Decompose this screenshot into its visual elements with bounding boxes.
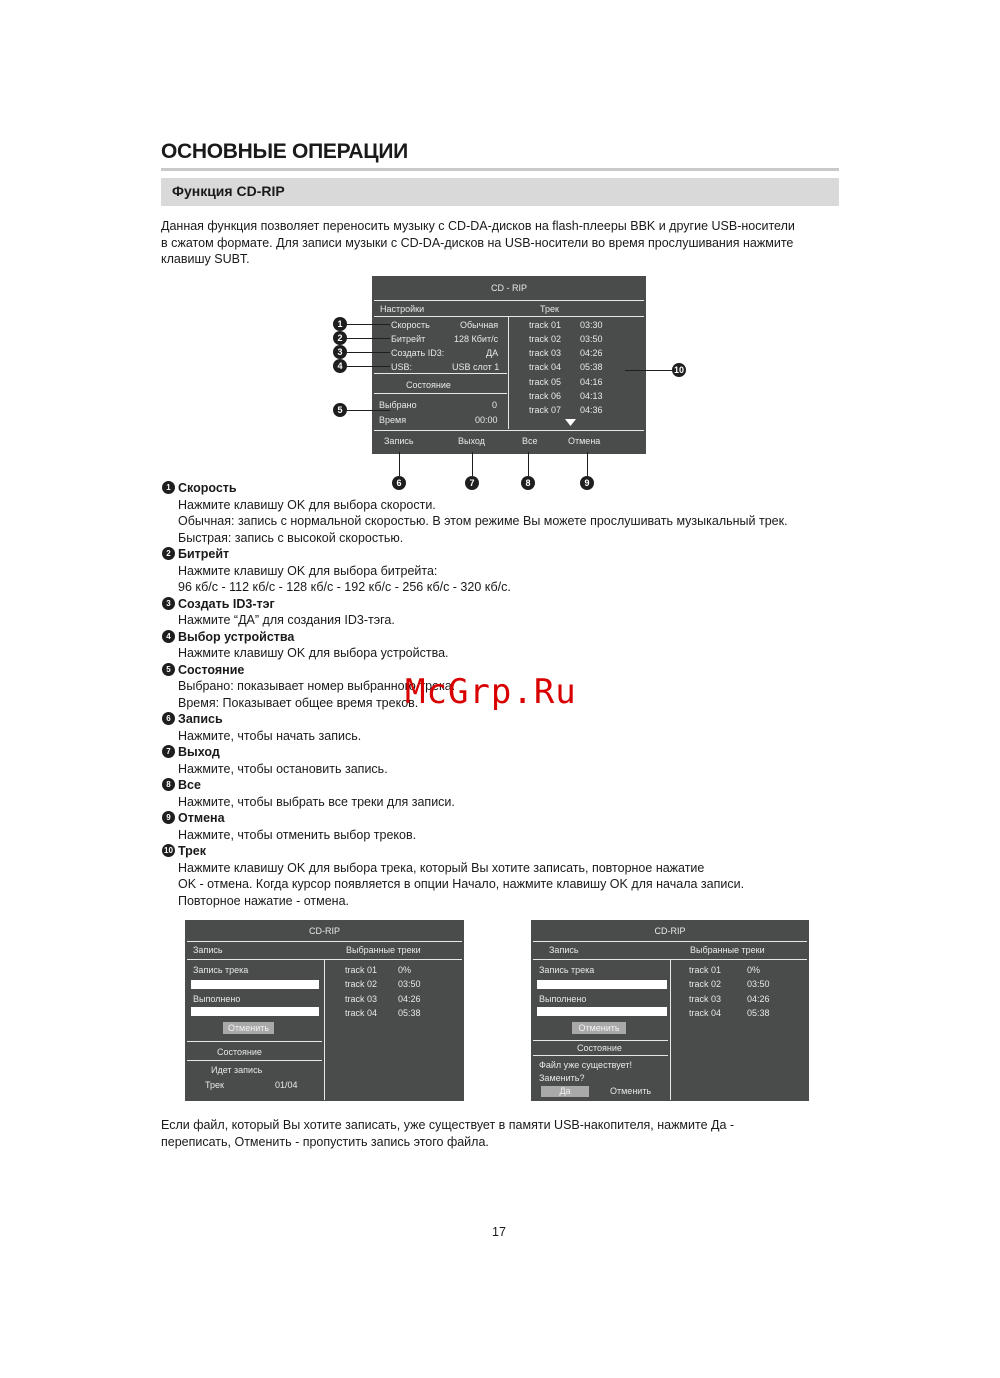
- selected-track: track 02: [345, 979, 378, 989]
- track-time: 04:13: [580, 391, 603, 401]
- item-body: Нажмите клавишу OK для выбора битрейта: 96 кб/с - 112 кб/с - 128 кб/с - 192 кб/с - 256 кб/с - 320 кб/с.: [178, 563, 511, 594]
- setting-usb-label[interactable]: USB:: [391, 362, 413, 372]
- item-heading: 4 Выбор устройства: [161, 629, 841, 646]
- record-button[interactable]: Запись: [384, 436, 414, 446]
- setting-speed-value: Обычная: [460, 320, 499, 330]
- cancel-button[interactable]: Отмена: [568, 436, 601, 446]
- item-heading: 2 Битрейт: [161, 546, 841, 563]
- intro-line: Данная функция позволяет переносить музыку с CD-DA-дисков на flash-плееры BBK и другие USB-носители: [161, 219, 795, 233]
- callout-4: 4: [333, 359, 347, 373]
- selected-track: track 01: [689, 965, 722, 975]
- item-body: Нажмите, чтобы отменить выбор треков.: [178, 827, 417, 842]
- item-body: Нажмите, чтобы выбрать все треки для записи.: [178, 794, 455, 809]
- track-item[interactable]: track 01: [529, 320, 562, 330]
- done-label: Выполнено: [539, 994, 587, 1004]
- setting-usb-value: USB слот 1: [452, 362, 500, 372]
- intro-line: клавишу SUBT.: [161, 252, 250, 266]
- record-progress-bar: [191, 980, 319, 989]
- item-heading: 8 Все: [161, 777, 841, 794]
- replace-question: Заменить?: [539, 1073, 585, 1083]
- track-time: 03:30: [580, 320, 603, 330]
- track-time: 04:26: [747, 994, 770, 1004]
- selected-track: track 03: [689, 994, 722, 1004]
- callout-3: 3: [333, 345, 347, 359]
- track-time: 03:50: [747, 979, 770, 989]
- record-track-label: Запись трека: [539, 965, 595, 975]
- track-counter: 01/04: [275, 1080, 298, 1090]
- recording-screen: [185, 920, 464, 1101]
- selected-tracks-header: Выбранные треки: [690, 945, 765, 955]
- status-selected-label: Выбрано: [379, 400, 417, 410]
- item-heading: 5 Состояние: [161, 662, 841, 679]
- item-body: Нажмите, чтобы начать запись.: [178, 728, 362, 743]
- screen-title: CD-RIP: [654, 926, 686, 936]
- selected-track: track 04: [345, 1008, 378, 1018]
- status-time-value: 00:00: [475, 415, 498, 425]
- watermark: McGrp.Ru: [405, 672, 577, 712]
- cd-rip-main-screen: [372, 276, 646, 454]
- track-item[interactable]: track 02: [529, 334, 562, 344]
- done-label: Выполнено: [193, 994, 241, 1004]
- page-title: ОСНОВНЫЕ ОПЕРАЦИИ: [161, 140, 408, 163]
- item-heading: 10 Трек: [161, 843, 841, 860]
- record-progress-bar: [537, 980, 667, 989]
- callout-7: 7: [465, 476, 479, 490]
- selected-track: track 01: [345, 965, 378, 975]
- footer-line: Если файл, который Вы хотите записать, уже существует в памяти USB-накопителя, нажмите Да -: [161, 1118, 735, 1132]
- screen-title: CD-RIP: [309, 926, 340, 936]
- record-header: Запись: [193, 945, 223, 955]
- setting-speed-label[interactable]: Скорость: [391, 320, 430, 330]
- footer-line: переписать, Отменить - пропустить запись этого файла.: [161, 1134, 489, 1149]
- track-time: 04:36: [580, 405, 603, 415]
- track-time: 04:26: [398, 994, 421, 1004]
- status-header: Состояние: [217, 1047, 262, 1057]
- status-time-label: Время: [379, 415, 407, 425]
- track-progress: 0%: [398, 965, 412, 975]
- track-progress: 0%: [747, 965, 761, 975]
- track-item[interactable]: track 04: [529, 362, 562, 372]
- track-item[interactable]: track 03: [529, 348, 562, 358]
- item-body: Нажмите “ДА” для создания ID3-тэга.: [178, 613, 395, 627]
- track-label: Трек: [205, 1080, 224, 1090]
- item-heading: 9 Отмена: [161, 810, 841, 827]
- item-body: Нажмите клавишу OK для выбора трека, который Вы хотите записать, повторное нажатие OK - отмена. Когда курсор появляется в опции Начало, нажмите клавишу OK для начала записи. Повторное нажатие - отмена.: [178, 860, 745, 908]
- track-time: 03:50: [398, 979, 421, 989]
- callout-10: 10: [673, 365, 684, 375]
- exit-button[interactable]: Выход: [458, 436, 485, 446]
- item-heading: 3 Создать ID3-тэг: [161, 596, 841, 613]
- track-item[interactable]: track 06: [529, 391, 562, 401]
- item-heading: 6 Запись: [161, 711, 841, 728]
- callout-9: 9: [580, 476, 594, 490]
- setting-id3-value: ДА: [486, 348, 499, 358]
- selected-tracks-header: Выбранные треки: [346, 945, 421, 955]
- file-exists-message: Файл уже существует!: [539, 1060, 632, 1070]
- title-divider: [161, 168, 839, 171]
- section-title: Функция CD-RIP: [172, 183, 285, 199]
- track-time: 05:38: [747, 1008, 770, 1018]
- page-number: 17: [492, 1225, 506, 1239]
- done-progress-bar: [537, 1007, 667, 1016]
- callout-1: 1: [333, 317, 347, 331]
- track-header: Трек: [540, 304, 559, 314]
- selected-track: track 04: [689, 1008, 722, 1018]
- item-body: Нажмите клавишу OK для выбора скорости. Обычная: запись с нормальной скоростью. В этом режиме Вы можете прослушивать музыкальный трек. Быстрая: запись с высокой скоростью.: [178, 497, 788, 545]
- footer-paragraph: [161, 1117, 841, 1150]
- selected-track: track 02: [689, 979, 722, 989]
- intro-line: в сжатом формате. Для записи музыки с CD-DA-дисков на USB-носители во время прослушивания нажмите: [161, 235, 794, 250]
- item-body: Нажмите клавишу OK для выбора устройства.: [178, 646, 449, 660]
- record-header: Запись: [549, 945, 579, 955]
- item-heading: 7 Выход: [161, 744, 841, 761]
- settings-header: Настройки: [380, 304, 425, 314]
- track-time: 03:50: [580, 334, 603, 344]
- yes-button[interactable]: Да: [541, 1086, 589, 1097]
- cancel-button[interactable]: Отменить: [572, 1022, 626, 1034]
- selected-track: track 03: [345, 994, 378, 1004]
- track-time: 04:16: [580, 377, 603, 387]
- recording-status: Идет запись: [211, 1065, 263, 1075]
- scroll-down-icon[interactable]: [565, 419, 576, 426]
- callout-6: 6: [392, 476, 406, 490]
- status-header: Состояние: [406, 380, 451, 390]
- all-button[interactable]: Все: [522, 436, 538, 446]
- cancel-button[interactable]: Отменить: [223, 1022, 274, 1034]
- screen-title: CD - RIP: [491, 283, 527, 293]
- setting-bitrate-value: 128 Кбит/с: [454, 334, 499, 344]
- setting-id3-label[interactable]: Создать ID3:: [391, 348, 445, 358]
- status-selected-value: 0: [492, 400, 498, 410]
- skip-button[interactable]: Отменить: [610, 1086, 652, 1096]
- intro-paragraph: [161, 218, 841, 268]
- item-heading: 1 Скорость: [161, 480, 841, 497]
- callout-5: 5: [333, 403, 347, 417]
- item-body: Выбрано: показывает номер выбранного трека. Время: Показывает общее время треков.: [178, 679, 456, 710]
- file-exists-screen: [531, 920, 809, 1101]
- track-time: 04:26: [580, 348, 603, 358]
- track-item[interactable]: track 07: [529, 405, 562, 415]
- status-header: Состояние: [577, 1043, 622, 1053]
- record-track-label: Запись трека: [193, 965, 249, 975]
- track-time: 05:38: [398, 1008, 421, 1018]
- track-time: 05:38: [580, 362, 603, 372]
- setting-bitrate-label[interactable]: Битрейт: [391, 334, 426, 344]
- item-body: Нажмите, чтобы остановить запись.: [178, 761, 388, 776]
- callout-2: 2: [333, 331, 347, 345]
- section-header: [161, 178, 839, 206]
- callout-8: 8: [521, 476, 535, 490]
- done-progress-bar: [191, 1007, 319, 1016]
- track-item[interactable]: track 05: [529, 377, 562, 387]
